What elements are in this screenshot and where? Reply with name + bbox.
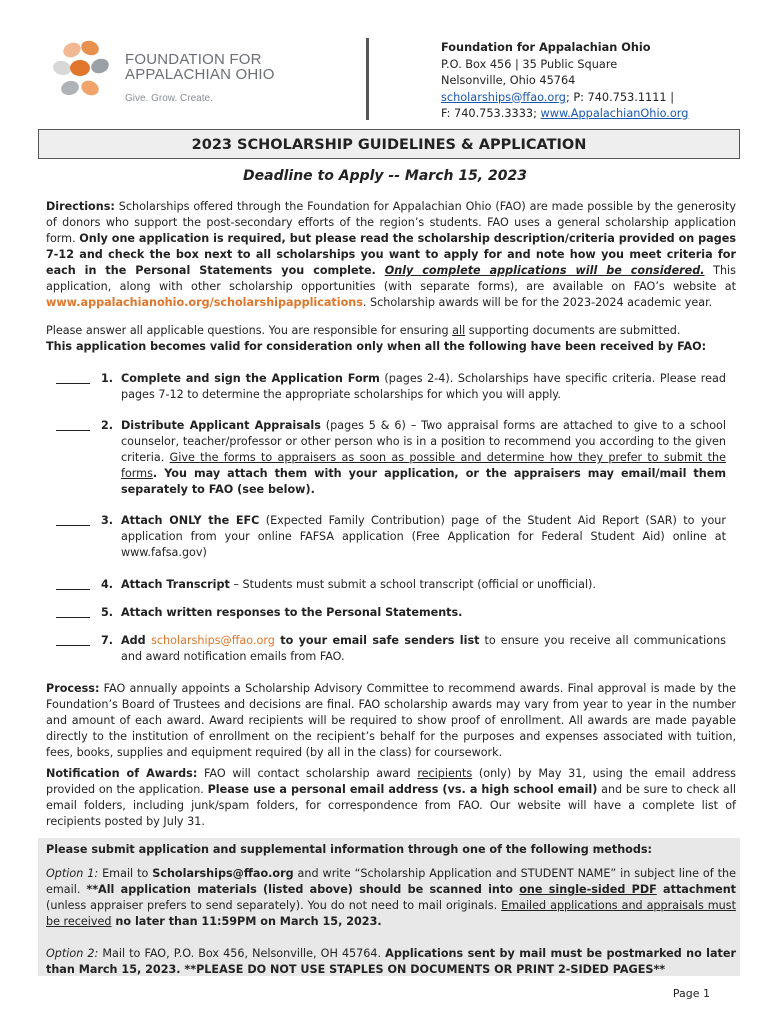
submission-heading: Please submit application and supplemental information through one of the following methods: — [46, 843, 652, 856]
address-line-1: P.O. Box 456 | 35 Public Square — [441, 57, 618, 71]
option-2-paragraph: Option 2: Mail to FAO, P.O. Box 456, Nelsonville, OH 45764. Applications sent by mail must be postmarked no later than March 15, 2023. **PLEASE DO NOT USE STAPLES ON DOCUMENTS OR PRINT 2-SIDED PAGES** — [46, 947, 736, 976]
phone-text: ; P: 740.753.1111 | — [565, 90, 675, 104]
page-number: Page 1 — [672, 987, 710, 1000]
header-divider — [366, 38, 369, 120]
check-blank[interactable] — [56, 371, 90, 384]
checklist-item-7: 7. Add scholarships@ffao.org to your email safe senders list to ensure you receive all communications and award notification emails from FAO. — [46, 633, 736, 667]
website-link[interactable]: www.AppalachianOhio.org — [540, 107, 689, 120]
directions-paragraph: Directions: Scholarships offered through the Foundation for Appalachian Ohio (FAO) are made possible by the generosity of donors who support the post-secondary efforts of the region’s students. FAO uses a general scholarship application form. Only one application is required, but please read the scholarship description/criteria provided on pages 7-12 and check the box next to all scholarships you want to apply for and note how you meet criteria for each in the Personal Statements you complete. Only complete applications will be considered. This application, along with other scholarship opportunities (with separate forms), are available on FAO’s website at www.appalachianohio.org/scholarshipapplications. Scholarship awards will be for the 2023-2024 academic year. — [46, 200, 736, 309]
check-blank[interactable] — [56, 605, 90, 618]
option-1-paragraph: Option 1: Email to Scholarships@ffao.org and write “Scholarship Application and STUDENT NAME” in subject line of the email. **All application materials (listed above) should be scanned into one single-sided PDF attachment (unless appraiser prefers to send separately). You do not need to mail originals. Emailed applications and appraisals must be received no later than 11:59PM on March 15, 2023. — [46, 867, 737, 928]
scholarship-applications-link[interactable]: www.appalachianohio.org/scholarshipapplications — [46, 296, 363, 309]
fao-logo — [50, 38, 280, 108]
checklist-item-5: 5. Attach written responses to the Personal Statements. — [46, 605, 736, 623]
notification-paragraph: Notification of Awards: FAO will contact scholarship award recipients (only) by May 31, using the email address provided on the application. Please use a personal email address (vs. a high school email) and be sure to check all email folders, including junk/spam folders, for correspondence from FAO. Our website will have a complete list of recipients posted by July 31. — [46, 767, 736, 828]
address-line-2: Nelsonville, Ohio 45764 — [441, 74, 576, 87]
checklist-item-4: 4. Attach Transcript – Students must submit a school transcript (official or unofficial). — [46, 577, 736, 595]
check-blank[interactable] — [56, 418, 90, 431]
page-title: 2023 SCHOLARSHIP GUIDELINES & APPLICATION — [38, 129, 740, 159]
check-blank[interactable] — [56, 577, 90, 590]
process-paragraph: Process: FAO annually appoints a Scholarship Advisory Committee to recommend awards. Final approval is made by the Foundation’s Board of Trustees and decisions are final. FAO scholarship awards may vary from year to year in the number and amount of each award. Award recipients will be required to show proof of enrollment. All awards are made payable directly to the institution of enrollment on the recipient’s behalf for the purposes and expenses associated with tuition, fees, books, supplies and equipment required (by all in the class) for coursework. — [46, 682, 736, 759]
contact-block — [441, 40, 688, 123]
logo-mark-icon — [50, 38, 122, 108]
org-name: Foundation for Appalachian Ohio — [441, 41, 651, 54]
logo-tagline: Give. Grow. Create. — [125, 93, 213, 104]
check-blank[interactable] — [56, 513, 90, 526]
safe-sender-email-link[interactable]: scholarships@ffao.org — [151, 634, 275, 647]
logo-line-2: APPALACHIAN OHIO — [125, 66, 275, 83]
fax-text: F: 740.753.3333; — [441, 107, 537, 120]
check-blank[interactable] — [56, 633, 90, 646]
instructions-paragraph: Please answer all applicable questions. You are responsible for ensuring all supporting documents are submitted. This application becomes valid for consideration only when all the following have been received by FAO: — [46, 324, 707, 353]
email-link[interactable]: scholarships@ffao.org — [441, 90, 566, 104]
checklist-item-3: 3. Attach ONLY the EFC (Expected Family Contribution) page of the Student Aid Report (SAR) to your application from your online FAFSA application (Free Application for Federal Student Aid) online at www.fafsa.gov) — [46, 513, 736, 563]
checklist-item-2: 2. Distribute Applicant Appraisals (pages 5 & 6) – Two appraisal forms are attached to give to a school counselor, teacher/professor or other person who is in a position to recommend you according to the given criteria. Give the forms to appraisers as soon as possible and determine how they prefer to submit the forms. You may attach them with your application, or the appraisers may email/mail them separately to FAO (see below). — [46, 418, 736, 498]
deadline-heading: Deadline to Apply -- March 15, 2023 — [243, 168, 527, 184]
logo-line-1: FOUNDATION FOR — [125, 51, 262, 68]
option-1-email: Scholarships@ffao.org — [152, 867, 294, 880]
checklist-item-1: 1. Complete and sign the Application Form (pages 2-4). Scholarships have specific criteria. Please read pages 7-12 to determine the appropriate scholarships for which you will apply. — [46, 371, 736, 405]
